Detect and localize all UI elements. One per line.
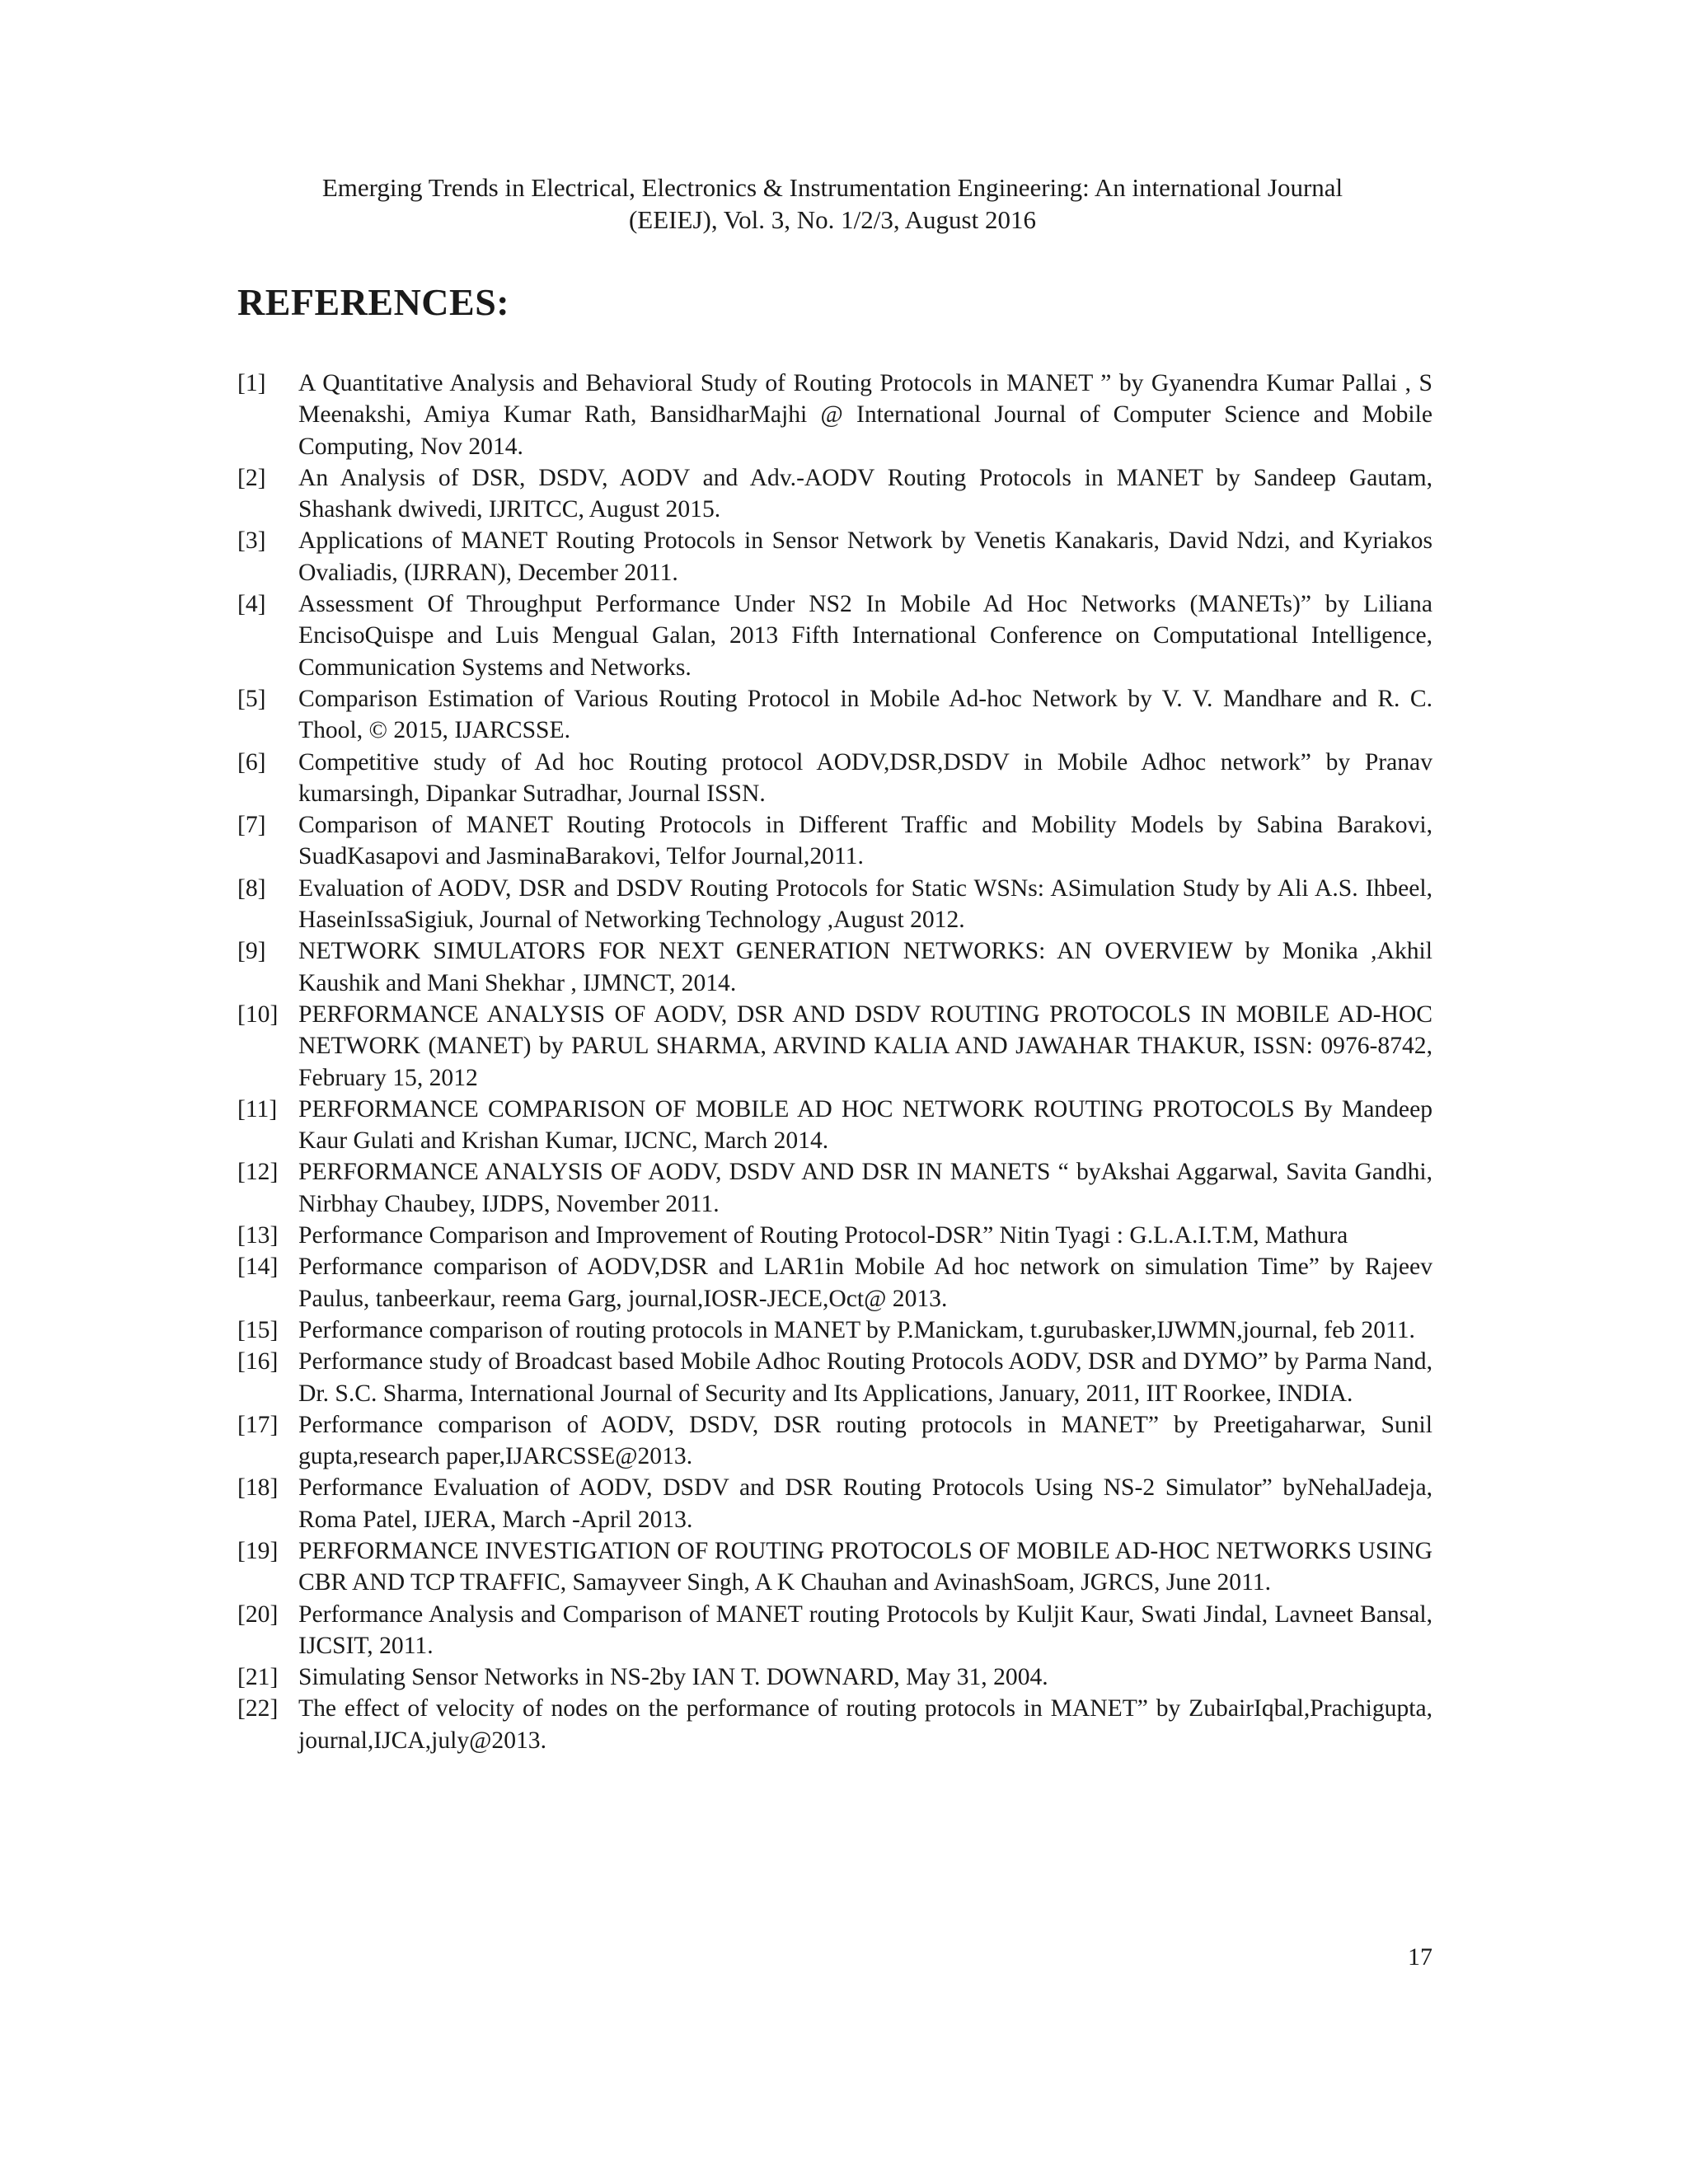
reference-item — [237, 1156, 1432, 1220]
reference-text: Performance Analysis and Comparison of MANET routing Protocols by Kuljit Kaur, Swati Jindal, Lavneet Bansal, IJCSIT, 2011. — [298, 1601, 1432, 1659]
reference-number: [4] — [237, 591, 266, 618]
reference-item — [237, 683, 1432, 747]
reference-text: NETWORK SIMULATORS FOR NEXT GENERATION NETWORKS: AN OVERVIEW by Monika ,Akhil Kaushik and Mani Shekhar , IJMNCT, 2014. — [298, 938, 1432, 996]
reference-number: [10] — [237, 1001, 279, 1028]
reference-text: Performance comparison of AODV,DSR and LAR1in Mobile Ad hoc network on simulation Time” by Rajeev Paulus, tanbeerkaur, reema Garg, journal,IOSR-JECE,Oct@ 2013. — [298, 1254, 1432, 1312]
reference-number: [21] — [237, 1664, 279, 1691]
reference-item — [237, 368, 1432, 462]
reference-number: [14] — [237, 1254, 279, 1281]
reference-text: A Quantitative Analysis and Behavioral Study of Routing Protocols in MANET ” by Gyanendra Kumar Pallai , S Meenakshi, Amiya Kumar Rath, BansidharMajhi @ International Journal of Computer Science and Mobile Computing, Nov 2014. — [298, 370, 1432, 460]
running-header — [239, 171, 1426, 236]
reference-number: [8] — [237, 874, 266, 902]
reference-text: Comparison of MANET Routing Protocols in Different Traffic and Mobility Models by Sabina Barakovi, SuadKasapovi and JasminaBarakovi, Telfor Journal,2011. — [298, 812, 1432, 870]
reference-item — [237, 999, 1432, 1094]
reference-number: [5] — [237, 685, 266, 712]
header-line-2: (EEIEJ), Vol. 3, No. 1/2/3, August 2016 — [628, 205, 1036, 234]
reference-item — [237, 1094, 1432, 1157]
reference-text: Performance Evaluation of AODV, DSDV and DSR Routing Protocols Using NS-2 Simulator” byNehalJadeja, Roma Patel, IJERA, March -April 2013. — [298, 1474, 1432, 1533]
reference-text: Applications of MANET Routing Protocols in Sensor Network by Venetis Kanakaris, David Ndzi, and Kyriakos Ovaliadis, (IJRRAN), December 2011. — [298, 527, 1432, 586]
reference-item — [237, 1346, 1432, 1409]
reference-number: [13] — [237, 1222, 279, 1249]
reference-text: Performance comparison of AODV, DSDV, DSR routing protocols in MANET” by Preetigaharwar, Sunil gupta,research paper,IJARCSSE@2013. — [298, 1411, 1432, 1470]
reference-item — [237, 1472, 1432, 1535]
reference-item — [237, 935, 1432, 999]
reference-number: [11] — [237, 1095, 278, 1122]
reference-item — [237, 525, 1432, 588]
reference-item — [237, 1661, 1432, 1693]
reference-number: [20] — [237, 1601, 279, 1628]
reference-text: Performance comparison of routing protocols in MANET by P.Manickam, t.gurubasker,IJWMN,journal, feb 2011. — [298, 1316, 1415, 1343]
reference-item — [237, 747, 1432, 810]
reference-text: Comparison Estimation of Various Routing Protocol in Mobile Ad-hoc Network by V. V. Mandhare and R. C. Thool, © 2015, IJARCSSE. — [298, 685, 1432, 744]
reference-item — [237, 1220, 1432, 1251]
reference-text: Assessment Of Throughput Performance Under NS2 In Mobile Ad Hoc Networks (MANETs)” by Liliana EncisoQuispe and Luis Mengual Galan, 2013 Fifth International Conference on Computational Intelligence, Communication Systems and Networks. — [298, 591, 1432, 681]
reference-text: An Analysis of DSR, DSDV, AODV and Adv.-AODV Routing Protocols in MANET by Sandeep Gautam, Shashank dwivedi, IJRITCC, August 2015. — [298, 464, 1432, 523]
reference-number: [12] — [237, 1159, 279, 1186]
reference-text: Performance study of Broadcast based Mobile Adhoc Routing Protocols AODV, DSR and DYMO” by Parma Nand, Dr. S.C. Sharma, International Journal of Security and Its Applications, January, 2011, IIT Roorkee, INDIA. — [298, 1348, 1432, 1407]
header-line-1: Emerging Trends in Electrical, Electronics & Instrumentation Engineering: An international Journal — [321, 173, 1343, 202]
reference-number: [7] — [237, 812, 266, 839]
reference-number: [1] — [237, 370, 266, 396]
reference-text: PERFORMANCE COMPARISON OF MOBILE AD HOC NETWORK ROUTING PROTOCOLS By Mandeep Kaur Gulati and Krishan Kumar, IJCNC, March 2014. — [298, 1095, 1432, 1155]
reference-item — [237, 588, 1432, 683]
reference-item — [237, 462, 1432, 526]
reference-item — [237, 1409, 1432, 1473]
reference-item — [237, 1535, 1432, 1599]
reference-list — [237, 368, 1432, 1756]
reference-number: [9] — [237, 938, 266, 965]
reference-number: [15] — [237, 1316, 279, 1343]
reference-text: PERFORMANCE ANALYSIS OF AODV, DSDV AND DSR IN MANETS “ byAkshai Aggarwal, Savita Gandhi, Nirbhay Chaubey, IJDPS, November 2011. — [298, 1159, 1432, 1217]
reference-number: [16] — [237, 1348, 279, 1376]
reference-item — [237, 809, 1432, 873]
reference-item — [237, 1251, 1432, 1315]
reference-item — [237, 1693, 1432, 1756]
reference-number: [19] — [237, 1537, 279, 1564]
section-title: REFERENCES: — [237, 281, 510, 323]
reference-text: PERFORMANCE ANALYSIS OF AODV, DSR AND DSDV ROUTING PROTOCOLS IN MOBILE AD-HOC NETWORK (MANET) by PARUL SHARMA, ARVIND KALIA AND JAWAHAR THAKUR, ISSN: 0976-8742, February 15, 2012 — [298, 1001, 1432, 1091]
reference-number: [17] — [237, 1411, 279, 1438]
reference-text: PERFORMANCE INVESTIGATION OF ROUTING PROTOCOLS OF MOBILE AD-HOC NETWORKS USING CBR AND TCP TRAFFIC, Samayveer Singh, A K Chauhan and AvinashSoam, JGRCS, June 2011. — [298, 1537, 1432, 1596]
reference-text: Simulating Sensor Networks in NS-2by IAN T. DOWNARD, May 31, 2004. — [298, 1664, 1048, 1691]
reference-text: Competitive study of Ad hoc Routing protocol AODV,DSR,DSDV in Mobile Adhoc network” by Pranav kumarsingh, Dipankar Sutradhar, Journal ISSN. — [298, 748, 1432, 807]
reference-number: [6] — [237, 748, 266, 776]
reference-number: [3] — [237, 527, 266, 555]
reference-text: The effect of velocity of nodes on the performance of routing protocols in MANET” by ZubairIqbal,Prachigupta, journal,IJCA,july@2013. — [298, 1695, 1432, 1754]
reference-number: [22] — [237, 1695, 279, 1722]
reference-number: [18] — [237, 1474, 279, 1502]
reference-text: Evaluation of AODV, DSR and DSDV Routing Protocols for Static WSNs: ASimulation Study by Ali A.S. Ihbeel, HaseinIssaSigiuk, Journal of Networking Technology ,August 2012. — [298, 874, 1432, 934]
reference-number: [2] — [237, 464, 266, 491]
reference-item — [237, 873, 1432, 936]
page-number: 17 — [1408, 1943, 1432, 1971]
reference-item — [237, 1315, 1432, 1346]
reference-text: Performance Comparison and Improvement of Routing Protocol-DSR” Nitin Tyagi : G.L.A.I.T.M, Mathura — [298, 1222, 1348, 1249]
reference-item — [237, 1599, 1432, 1662]
